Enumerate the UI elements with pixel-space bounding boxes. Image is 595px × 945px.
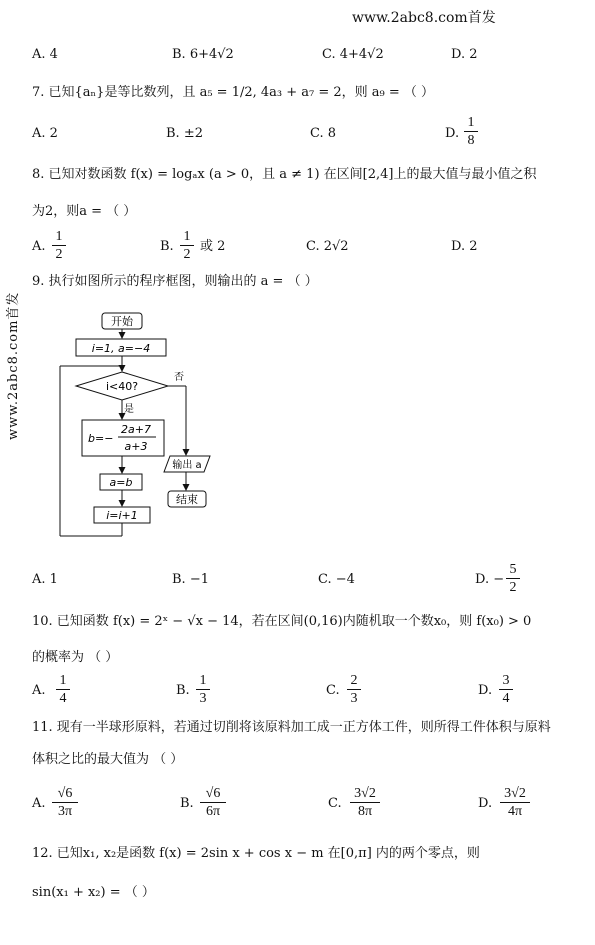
- fraction-denominator: 3π: [57, 804, 73, 819]
- fraction-numerator: 3: [502, 673, 510, 688]
- option-d-label: D.: [445, 126, 460, 141]
- fraction-bar: [52, 245, 66, 246]
- fraction-numerator: √6: [57, 786, 73, 801]
- fraction-denominator: 3: [350, 691, 358, 706]
- flow-output-label: 输出 a: [172, 460, 202, 471]
- flow-assign-left: b=−: [88, 432, 114, 445]
- option-b-label: B.: [180, 796, 194, 811]
- flow-update-a-label: a=b: [109, 476, 133, 489]
- option-b-tail: 或 2: [200, 239, 226, 254]
- fraction-bar: [196, 689, 210, 690]
- option-c-label: C.: [328, 796, 342, 811]
- option-d-label: D.: [478, 683, 493, 698]
- option-b: B. 6+4√2: [172, 47, 234, 62]
- option-d: D. 2: [451, 47, 478, 62]
- option-b: B. −1: [172, 572, 209, 587]
- flow-update-i-label: i=i+1: [106, 509, 138, 522]
- flow-assign-num: 2a+7: [121, 423, 151, 436]
- option-b-label: B.: [176, 683, 190, 698]
- question-stem-line-1: 11. 现有一半球形原料，若通过切削将该原料加工成一正方体工件，则所得工件体积与原料: [32, 720, 551, 735]
- flow-end-label: 结束: [176, 493, 198, 506]
- watermark-side: www.2abc8.com首发: [6, 291, 21, 440]
- option-d-fraction: [499, 673, 513, 706]
- option-b: B. ±2: [166, 126, 203, 141]
- fraction-denominator: 2: [183, 247, 191, 262]
- option-c: C. 4+4√2: [322, 47, 384, 62]
- flow-start-label: 开始: [111, 315, 133, 328]
- question-stem-line-2: 的概率为 （ ）: [32, 650, 119, 665]
- fraction-bar: [499, 689, 513, 690]
- option-b-label: B.: [160, 239, 174, 254]
- option-a-fraction: [52, 229, 66, 262]
- question-stem: 7. 已知{aₙ}是等比数列，且 a₅ = 1/2, 4a₃ + a₇ = 2，则 a₉ = （ ）: [32, 85, 435, 100]
- fraction-numerator: 5: [509, 562, 517, 577]
- fraction-bar: [180, 245, 194, 246]
- option-a-label: A.: [32, 239, 46, 254]
- fraction-bar: [200, 802, 226, 803]
- fraction-bar: [464, 131, 478, 132]
- option-a-fraction: [56, 673, 70, 706]
- fraction-bar: [506, 578, 520, 579]
- option-a: A. 1: [32, 572, 58, 587]
- option-d-label: D. −: [475, 572, 505, 587]
- fraction-denominator: 6π: [205, 804, 221, 819]
- option-c-fraction: [347, 673, 361, 706]
- option-b-fraction: [180, 229, 194, 262]
- fraction-denominator: 4π: [507, 804, 523, 819]
- fraction-numerator: 1: [55, 229, 63, 244]
- option-a-fraction: [52, 786, 78, 819]
- option-d-label: D.: [478, 796, 493, 811]
- watermark-top: www.2abc8.com首发: [352, 10, 496, 26]
- fraction-numerator: 1: [467, 115, 475, 130]
- fraction-numerator: 3√2: [504, 786, 526, 801]
- option-c: C. 8: [310, 126, 337, 141]
- fraction-denominator: 3: [199, 691, 207, 706]
- question-stem-line-1: 8. 已知对数函数 f(x) = logₐx (a > 0，且 a ≠ 1) 在区间[2,4]上的最大值与最小值之积: [32, 167, 537, 182]
- option-d-fraction: [464, 115, 478, 148]
- fraction-numerator: 3√2: [354, 786, 376, 801]
- fraction-bar: [350, 802, 380, 803]
- option-a-label: A.: [32, 796, 46, 811]
- flow-no-label: 否: [174, 372, 184, 383]
- fraction-numerator: √6: [205, 786, 221, 801]
- fraction-denominator: 2: [509, 580, 517, 595]
- option-c: C. 2√2: [306, 239, 349, 254]
- option-d: D. 2: [451, 239, 478, 254]
- option-d-fraction: [506, 562, 520, 595]
- option-a-label: A.: [32, 683, 46, 698]
- flowchart: [56, 310, 256, 550]
- question-stem-line-2: sin(x₁ + x₂) = （ ）: [32, 885, 155, 900]
- question-stem-line-1: 12. 已知x₁, x₂是函数 f(x) = 2sin x + cos x − m 在[0,π] 内的两个零点，则: [32, 846, 480, 861]
- flow-init-label: i=1, a=−4: [91, 342, 151, 355]
- question-stem-line-2: 体积之比的最大值为 （ ）: [32, 752, 184, 767]
- option-a: A. 4: [32, 47, 58, 62]
- fraction-numerator: 1: [59, 673, 67, 688]
- option-b-fraction: [200, 786, 226, 819]
- fraction-numerator: 1: [183, 229, 191, 244]
- question-stem-line-1: 10. 已知函数 f(x) = 2ˣ − √x − 14，若在区间(0,16)内随机取一个数x₀，则 f(x₀) > 0: [32, 614, 532, 629]
- fraction-denominator: 4: [59, 691, 67, 706]
- fraction-denominator: 4: [502, 691, 510, 706]
- fraction-numerator: 2: [350, 673, 358, 688]
- flow-condition-label: i<40?: [105, 380, 139, 393]
- flow-assign-den: a+3: [124, 440, 148, 453]
- flow-yes-label: 是: [124, 404, 134, 415]
- fraction-bar: [347, 689, 361, 690]
- option-c: C. −4: [318, 572, 355, 587]
- option-d-fraction: [500, 786, 530, 819]
- fraction-numerator: 1: [199, 673, 207, 688]
- question-stem: 9. 执行如图所示的程序框图，则输出的 a = （ ）: [32, 274, 318, 289]
- fraction-denominator: 8: [467, 133, 475, 148]
- option-c-label: C.: [326, 683, 340, 698]
- fraction-bar: [56, 689, 70, 690]
- fraction-denominator: 8π: [357, 804, 373, 819]
- fraction-bar: [52, 802, 78, 803]
- option-c-fraction: [350, 786, 380, 819]
- fraction-denominator: 2: [55, 247, 63, 262]
- fraction-bar: [500, 802, 530, 803]
- question-stem-line-2: 为2，则a = （ ）: [32, 204, 137, 219]
- option-a: A. 2: [32, 126, 58, 141]
- option-b-fraction: [196, 673, 210, 706]
